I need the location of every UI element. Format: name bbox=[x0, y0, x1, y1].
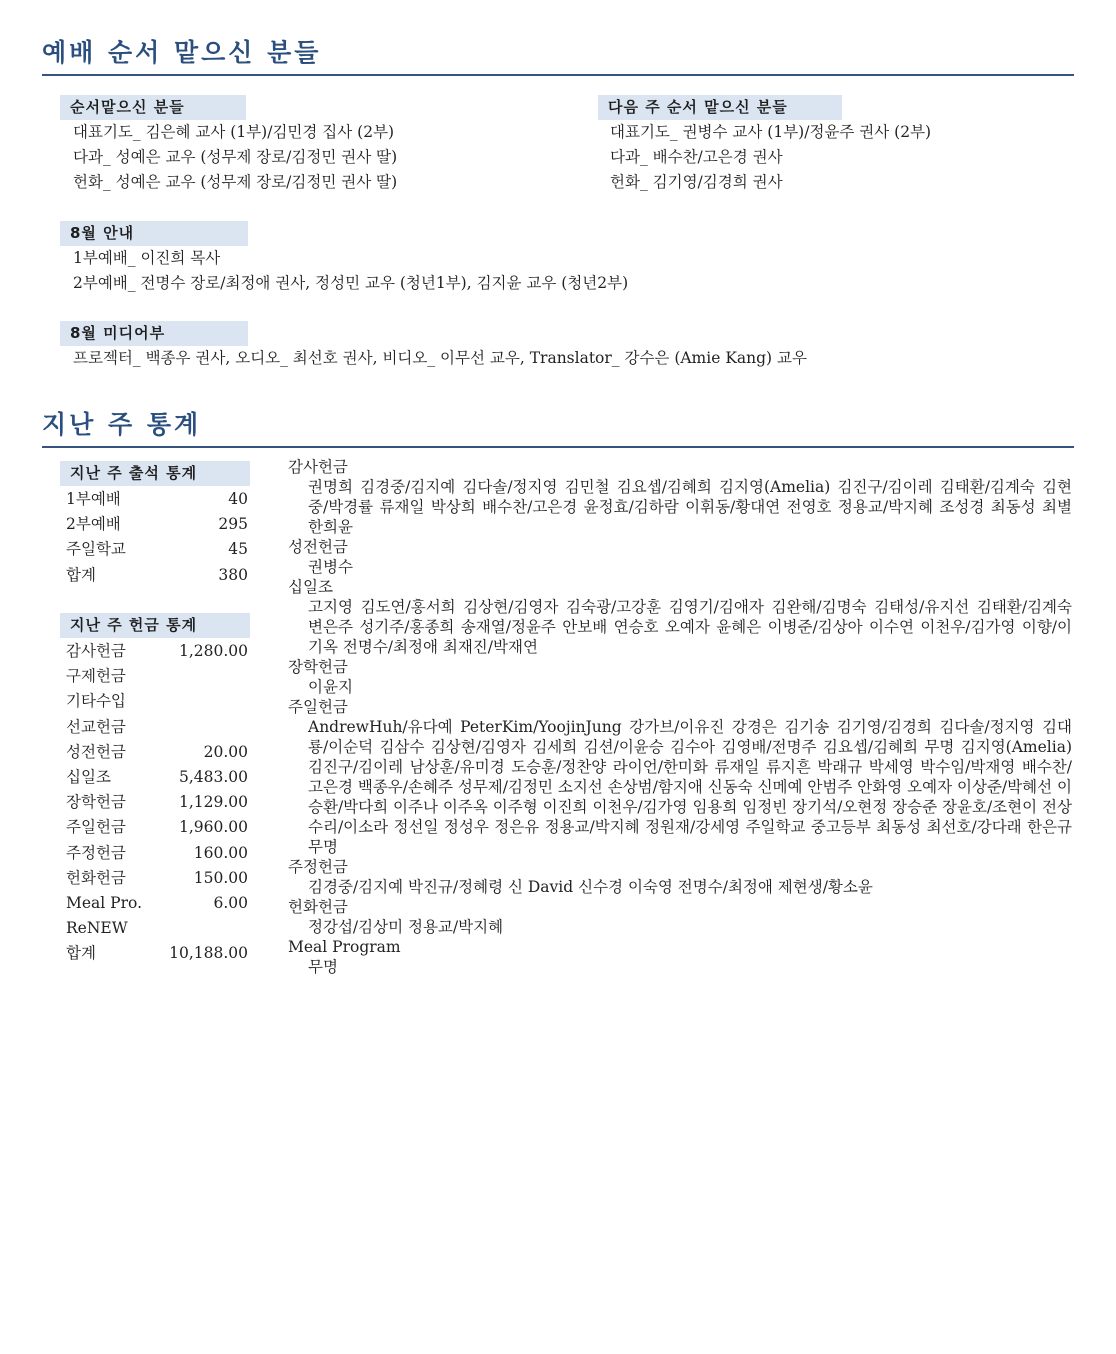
offering-label: ReNEW bbox=[66, 919, 128, 938]
attendance-label: 1부예배 bbox=[66, 490, 121, 508]
august-media-block bbox=[60, 321, 807, 371]
august-info-line: 1부예배_ 이진희 목사 bbox=[73, 249, 221, 267]
august-info-block bbox=[60, 221, 628, 296]
offering-names: 김경중/김지예 박진규/정혜령 신 David 신수경 이숙영 전명수/최정애 제현생/황소윤 bbox=[308, 878, 873, 896]
attendance-value: 380 bbox=[218, 565, 248, 584]
current-role-line: 대표기도_ 김은혜 교사 (1부)/김민경 집사 (2부) bbox=[73, 123, 395, 141]
offering-row bbox=[66, 815, 248, 840]
offering-value: 1,280.00 bbox=[178, 642, 248, 660]
offering-names-list bbox=[288, 457, 1072, 977]
attendance-stats-block bbox=[60, 461, 250, 588]
offering-label: 합계 bbox=[66, 944, 96, 963]
attendance-row bbox=[66, 512, 248, 537]
offering-row bbox=[66, 866, 248, 891]
offering-value: 10,188.00 bbox=[169, 944, 248, 963]
offering-category: 감사헌금 bbox=[288, 458, 348, 476]
current-roles-block bbox=[60, 95, 397, 195]
attendance-row bbox=[66, 537, 248, 562]
offering-row bbox=[66, 740, 248, 765]
offering-label: 기타수입 bbox=[66, 692, 126, 711]
offering-category: 헌화헌금 bbox=[288, 898, 348, 916]
current-role-line: 다과_ 성예은 교우 (성무제 장로/김정민 권사 딸) bbox=[73, 148, 398, 166]
offering-value: 5,483.00 bbox=[178, 768, 248, 787]
offering-label: 주일헌금 bbox=[66, 818, 126, 837]
offering-category: 장학헌금 bbox=[288, 658, 348, 676]
offering-names: AndrewHuh/유다예 PeterKim/YoojinJung 강가브/이유진 강경은 김기송 김기영/김경희 김다솔/정지영 김대룡/이순덕 김삼수 김상현/김영자 김세희 김션/이윤승 김수아 김영배/전명주 김요셉/김혜희 무명 김지영(Amelia) 김진구/김이레 남상훈/유미경 도승훈/정찬양 라이언/한미화 류재일 류지흔 박래규 박세영 박수임/박재영 배수찬/고은경 백종우/손혜주 성무제/김정민 소지선 손상범/함지애 신동숙 신메예 안범주 안화영 오예자 이상준/박혜선 이승환/박다희 이주나 이주옥 이주형 이진희 이천우/김가영 임용희 임정빈 장기석/오현정 장승준 장윤호/조현이 전상수리/이소라 정선일 정성우 정은유 정용교/박지혜 정원재/강세영 주일학교 중고등부 최동성 최선호/강다래 한은규 무명 bbox=[308, 718, 1072, 856]
section-title-stats: 지난 주 통계 bbox=[42, 410, 1074, 448]
section-title-roles: 예배 순서 맡으신 분들 bbox=[42, 38, 1074, 76]
offering-category: 십일조 bbox=[288, 578, 333, 596]
next-role-line: 헌화_ 김기영/김경희 권사 bbox=[610, 173, 783, 191]
offering-category: 성전헌금 bbox=[288, 538, 348, 556]
offering-value: 6.00 bbox=[213, 894, 248, 913]
offering-label: 선교헌금 bbox=[66, 717, 126, 736]
offering-value: 1,129.00 bbox=[178, 793, 248, 812]
offering-row bbox=[66, 841, 248, 866]
offering-row bbox=[66, 664, 248, 689]
offering-category: 주일헌금 bbox=[288, 698, 348, 716]
offering-row bbox=[66, 689, 248, 714]
offering-label: 장학헌금 bbox=[66, 793, 126, 812]
offering-row bbox=[66, 765, 248, 790]
attendance-label: 2부예배 bbox=[66, 515, 121, 534]
attendance-row bbox=[66, 563, 248, 588]
offering-row bbox=[66, 916, 248, 941]
offering-label: 주정헌금 bbox=[66, 843, 126, 862]
offering-row bbox=[66, 790, 248, 815]
current-role-line: 헌화_ 성예은 교우 (성무제 장로/김정민 권사 딸) bbox=[73, 173, 398, 191]
offering-value: 1,960.00 bbox=[178, 818, 248, 837]
offering-stats-block bbox=[60, 613, 250, 967]
offering-names: 무명 bbox=[308, 958, 338, 976]
offering-label: Meal Pro. bbox=[66, 894, 142, 913]
offering-names: 정강섭/김상미 정용교/박지혜 bbox=[308, 918, 504, 936]
offering-value: 20.00 bbox=[203, 742, 248, 761]
current-roles-tag: 순서맡으신 분들 bbox=[60, 95, 246, 120]
next-role-line: 다과_ 배수찬/고은경 권사 bbox=[610, 148, 783, 166]
offering-value: 150.00 bbox=[193, 868, 248, 887]
offering-label: 구제헌금 bbox=[66, 667, 126, 686]
offering-names: 권병수 bbox=[308, 558, 353, 576]
attendance-stats-tag: 지난 주 출석 통계 bbox=[60, 461, 250, 486]
august-info-tag: 8월 안내 bbox=[60, 221, 248, 246]
offering-names: 권명희 김경중/김지예 김다솔/정지영 김민철 김요셉/김혜희 김지영(Amelia) 김진구/김이레 김태환/김계숙 김현중/박경률 류재일 박상희 배수찬/고은경 윤정효/김하람 이휘동/황대연 전영호 정용교/박지혜 조성경 최동성 최별 한희윤 bbox=[308, 478, 1072, 536]
offering-names: 고지영 김도연/홍서희 김상현/김영자 김숙광/고강훈 김영기/김애자 김완해/김명숙 김태성/유지선 김태환/김계숙 변은주 성기주/홍종희 송재열/정윤주 안보배 연승호 오예자 윤혜은 이병준/김상아 이수연 이천우/김가영 이향/이기옥 전명수/최정애 최재진/박재연 bbox=[308, 598, 1072, 656]
offering-row bbox=[66, 639, 248, 664]
offering-row bbox=[66, 941, 248, 966]
august-media-tag: 8월 미디어부 bbox=[60, 321, 248, 346]
next-role-line: 대표기도_ 권병수 교사 (1부)/정윤주 권사 (2부) bbox=[610, 123, 932, 141]
offering-label: 감사헌금 bbox=[66, 642, 126, 660]
next-roles-block bbox=[598, 95, 931, 195]
attendance-value: 40 bbox=[228, 490, 248, 508]
offering-label: 헌화헌금 bbox=[66, 868, 126, 887]
offering-value: 160.00 bbox=[193, 843, 248, 862]
offering-category: Meal Program bbox=[288, 938, 401, 956]
offering-label: 성전헌금 bbox=[66, 742, 126, 761]
offering-label: 십일조 bbox=[66, 768, 111, 787]
offering-stats-tag: 지난 주 헌금 통계 bbox=[60, 613, 250, 638]
offering-category: 주정헌금 bbox=[288, 858, 348, 876]
offering-names: 이윤지 bbox=[308, 678, 353, 696]
offering-row bbox=[66, 891, 248, 916]
attendance-value: 295 bbox=[218, 515, 248, 534]
august-info-line: 2부예배_ 전명수 장로/최정애 권사, 정성민 교우 (청년1부), 김지윤 교우 (청년2부) bbox=[73, 274, 629, 292]
offering-row bbox=[66, 715, 248, 740]
attendance-row bbox=[66, 487, 248, 512]
next-roles-tag: 다음 주 순서 맡으신 분들 bbox=[598, 95, 842, 120]
august-media-line: 프로젝터_ 백종우 권사, 오디오_ 최선호 권사, 비디오_ 이무선 교우, Translator_ 강수은 (Amie Kang) 교우 bbox=[73, 349, 807, 367]
attendance-label: 주일학교 bbox=[66, 540, 126, 559]
attendance-value: 45 bbox=[228, 540, 248, 559]
attendance-label: 합계 bbox=[66, 565, 96, 584]
